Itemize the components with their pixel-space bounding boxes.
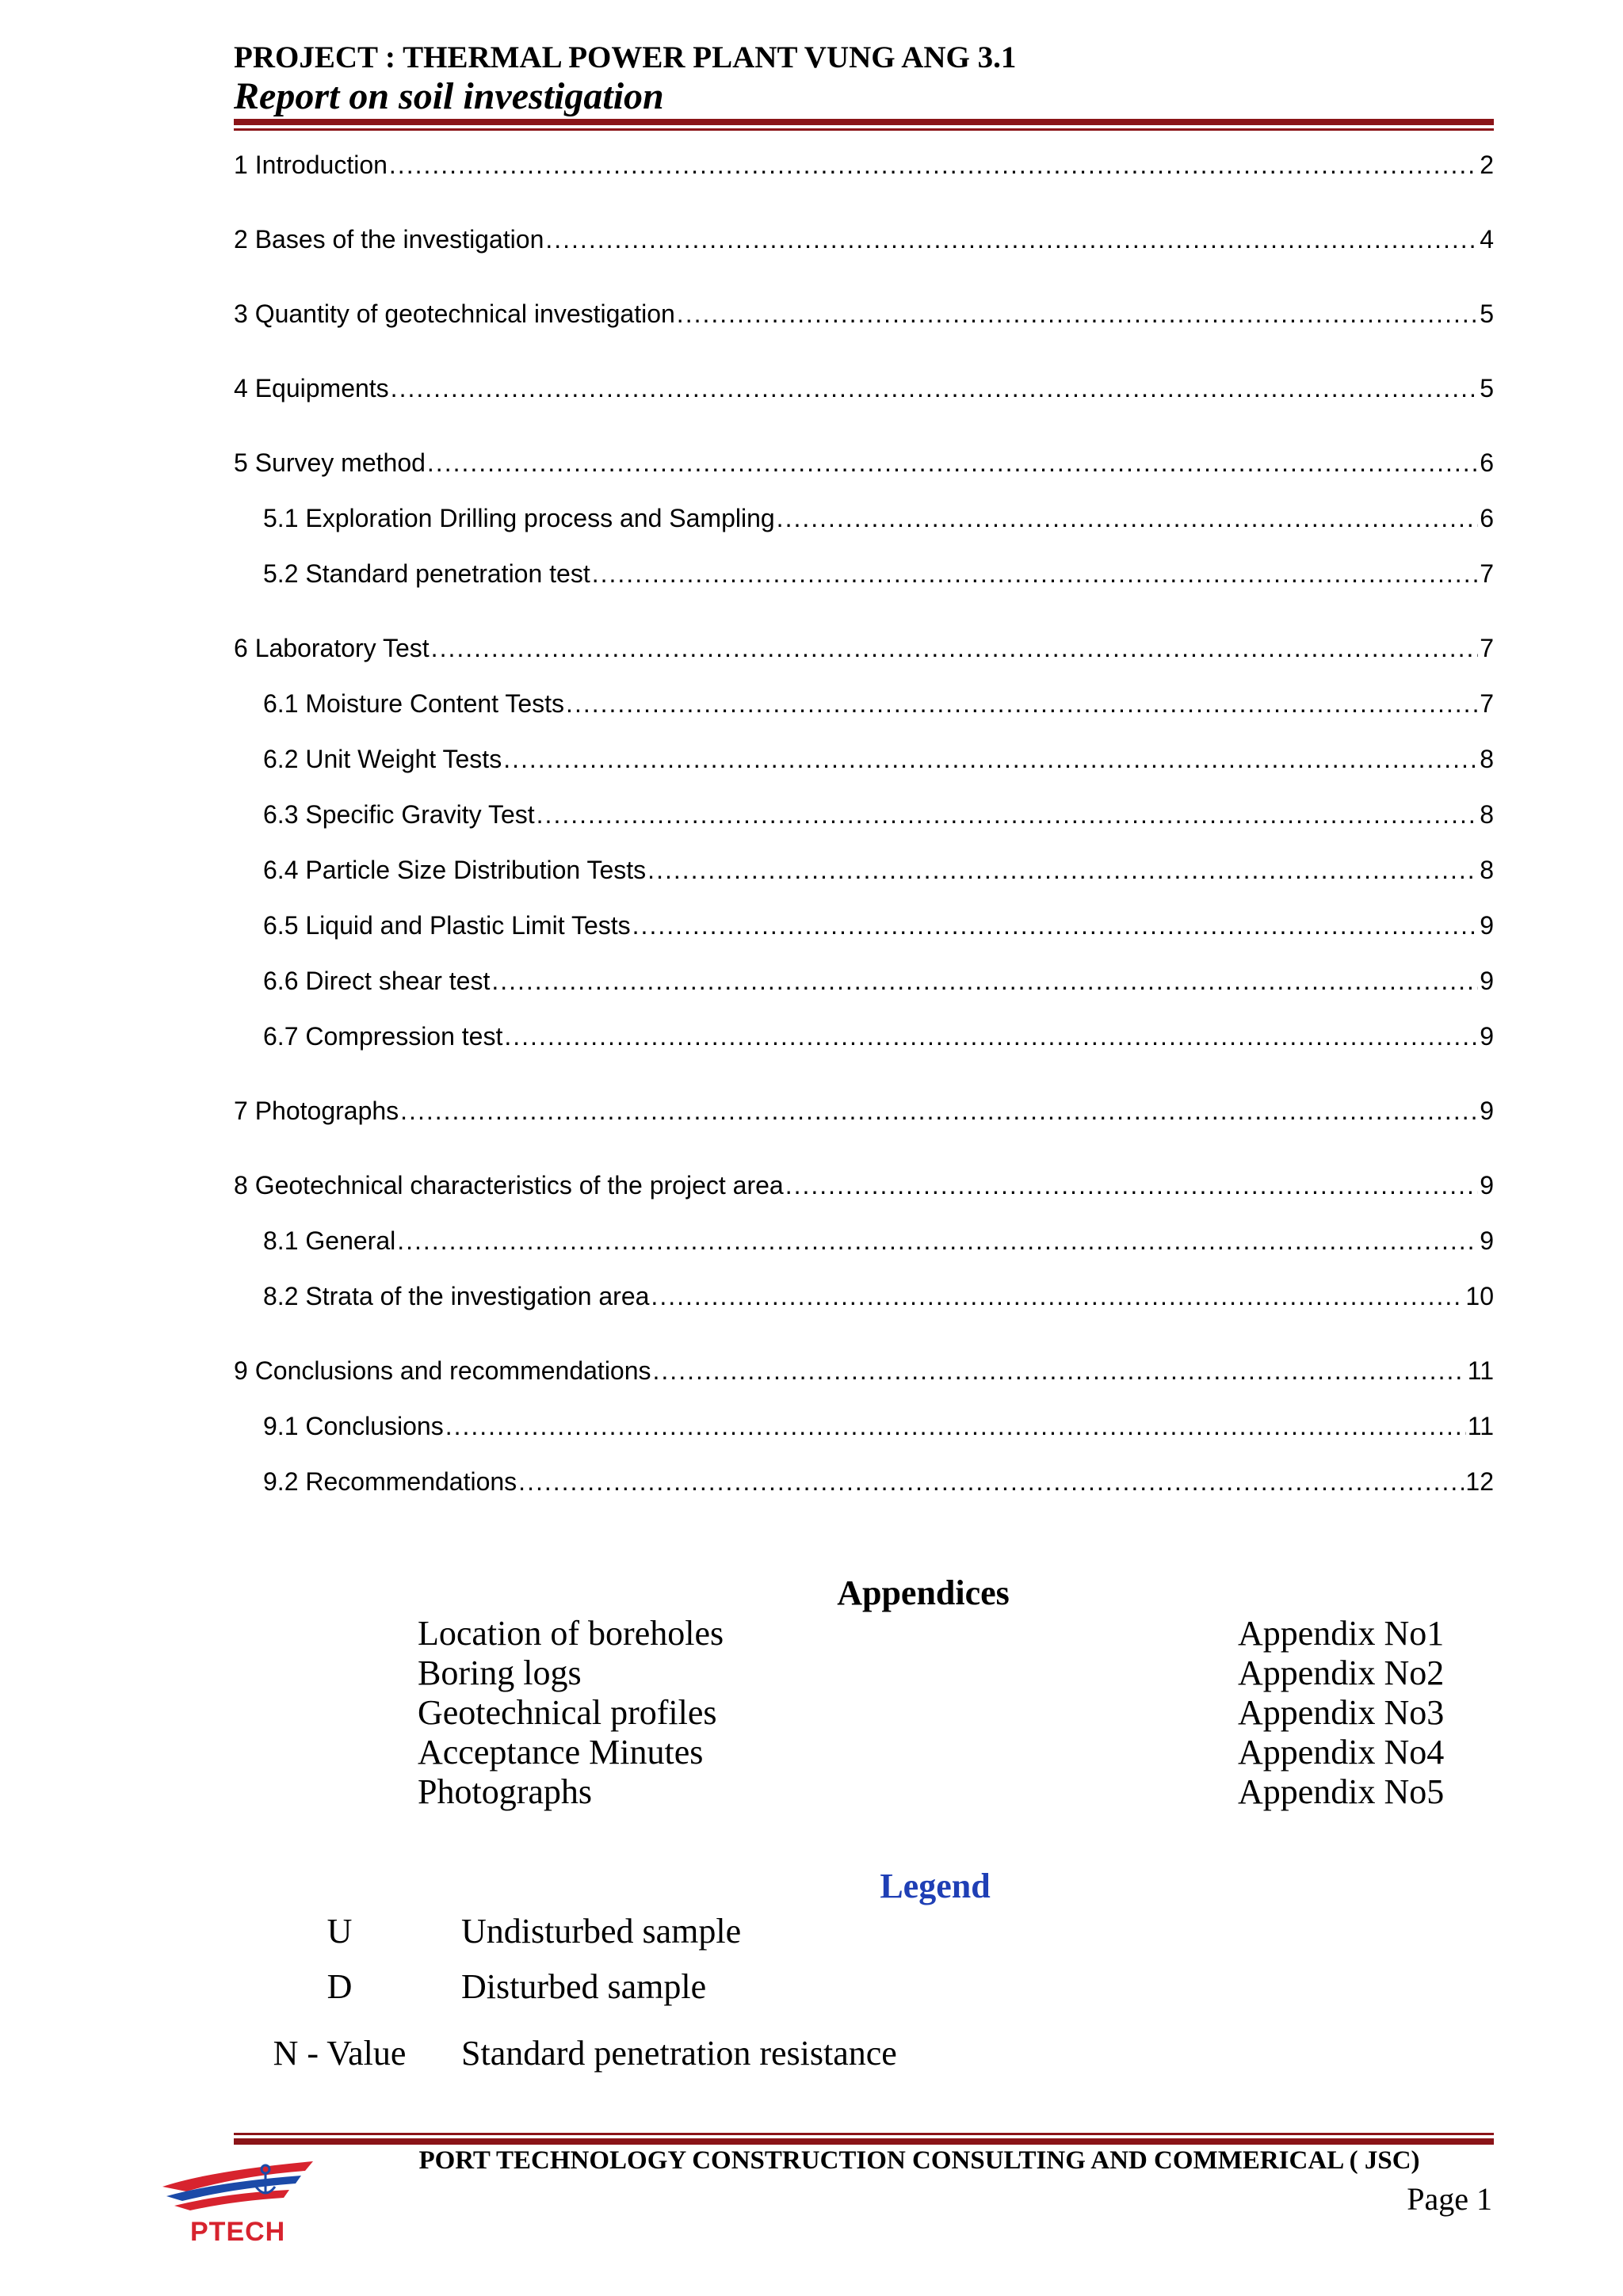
page-number: Page 1 [1407,2181,1492,2217]
toc-entry[interactable]: 8.1 General ..... 9 [234,1225,1494,1257]
legend-row: N - Value Standard penetration resistance [273,2034,897,2073]
ptech-logo [155,2155,329,2247]
appendices-section [234,1573,1494,1812]
toc-entry[interactable]: 5.2 Standard penetration test ..... 7 [234,558,1494,589]
appendices-title: Appendices [837,1573,1010,1612]
report-title: Report on soil investigation [234,75,664,117]
toc-entry[interactable]: 1 Introduction ..... 2 [234,149,1494,181]
toc-entry[interactable]: 4 Equipments ..... 5 [234,372,1494,404]
toc-entry[interactable]: 6 Laboratory Test ..... 7 [234,632,1494,664]
toc-entry[interactable]: 9 Conclusions and recommendations ..... 11 [234,1355,1494,1386]
logo-text: PTECH [190,2217,286,2247]
toc-entry[interactable]: 6.5 Liquid and Plastic Limit Tests ..... 9 [234,910,1494,941]
legend-row: D Disturbed sample [327,1967,707,2006]
appendix-row: Acceptance Minutes Appendix No4 [418,1733,1445,1772]
legend-row: U Undisturbed sample [327,1912,742,1951]
toc-entry[interactable]: 6.4 Particle Size Distribution Tests ..... 8 [234,854,1494,886]
toc-entry[interactable]: 8 Geotechnical characteristics of the project area ..... 9 [234,1169,1494,1201]
table-of-contents [234,149,1494,1497]
legend-section [234,1866,1494,2073]
toc-entry[interactable]: 3 Quantity of geotechnical investigation ..... 5 [234,298,1494,330]
toc-entry[interactable]: 6.6 Direct shear test ..... 9 [234,965,1494,997]
company-name: PORT TECHNOLOGY CONSTRUCTION CONSULTING AND COMMERICAL ( JSC) [418,2146,1420,2175]
toc-entry[interactable]: 8.2 Strata of the investigation area ..... 10 [234,1280,1494,1312]
appendix-row: Geotechnical profiles Appendix No3 [418,1693,1445,1732]
toc-entry[interactable]: 5.1 Exploration Drilling process and Sampling ..... 6 [234,502,1494,534]
footer-rule [234,2130,1494,2145]
toc-entry[interactable]: 7 Photographs ..... 9 [234,1095,1494,1127]
header-rule [234,119,1494,131]
page-header [234,40,1494,117]
toc-entry[interactable]: 6.2 Unit Weight Tests ..... 8 [234,743,1494,775]
appendix-row: Photographs Appendix No5 [418,1772,1445,1811]
toc-entry[interactable]: 5 Survey method ..... 6 [234,447,1494,479]
appendix-row: Location of boreholes Appendix No1 [418,1614,1445,1653]
project-title: PROJECT : THERMAL POWER PLANT VUNG ANG 3.1 [234,40,1017,74]
toc-entry[interactable]: 6.1 Moisture Content Tests ..... 7 [234,688,1494,719]
toc-entry[interactable]: 9.2 Recommendations ..... 12 [234,1466,1494,1497]
toc-entry[interactable]: 6.7 Compression test ..... 9 [234,1020,1494,1052]
legend-title: Legend [880,1867,991,1905]
toc-entry[interactable]: 9.1 Conclusions ..... 11 [234,1410,1494,1442]
toc-entry[interactable]: 2 Bases of the investigation ..... 4 [234,223,1494,255]
ship-anchor-icon [155,2155,329,2218]
appendix-row: Boring logs Appendix No2 [418,1653,1445,1692]
toc-entry[interactable]: 6.3 Specific Gravity Test ..... 8 [234,799,1494,830]
